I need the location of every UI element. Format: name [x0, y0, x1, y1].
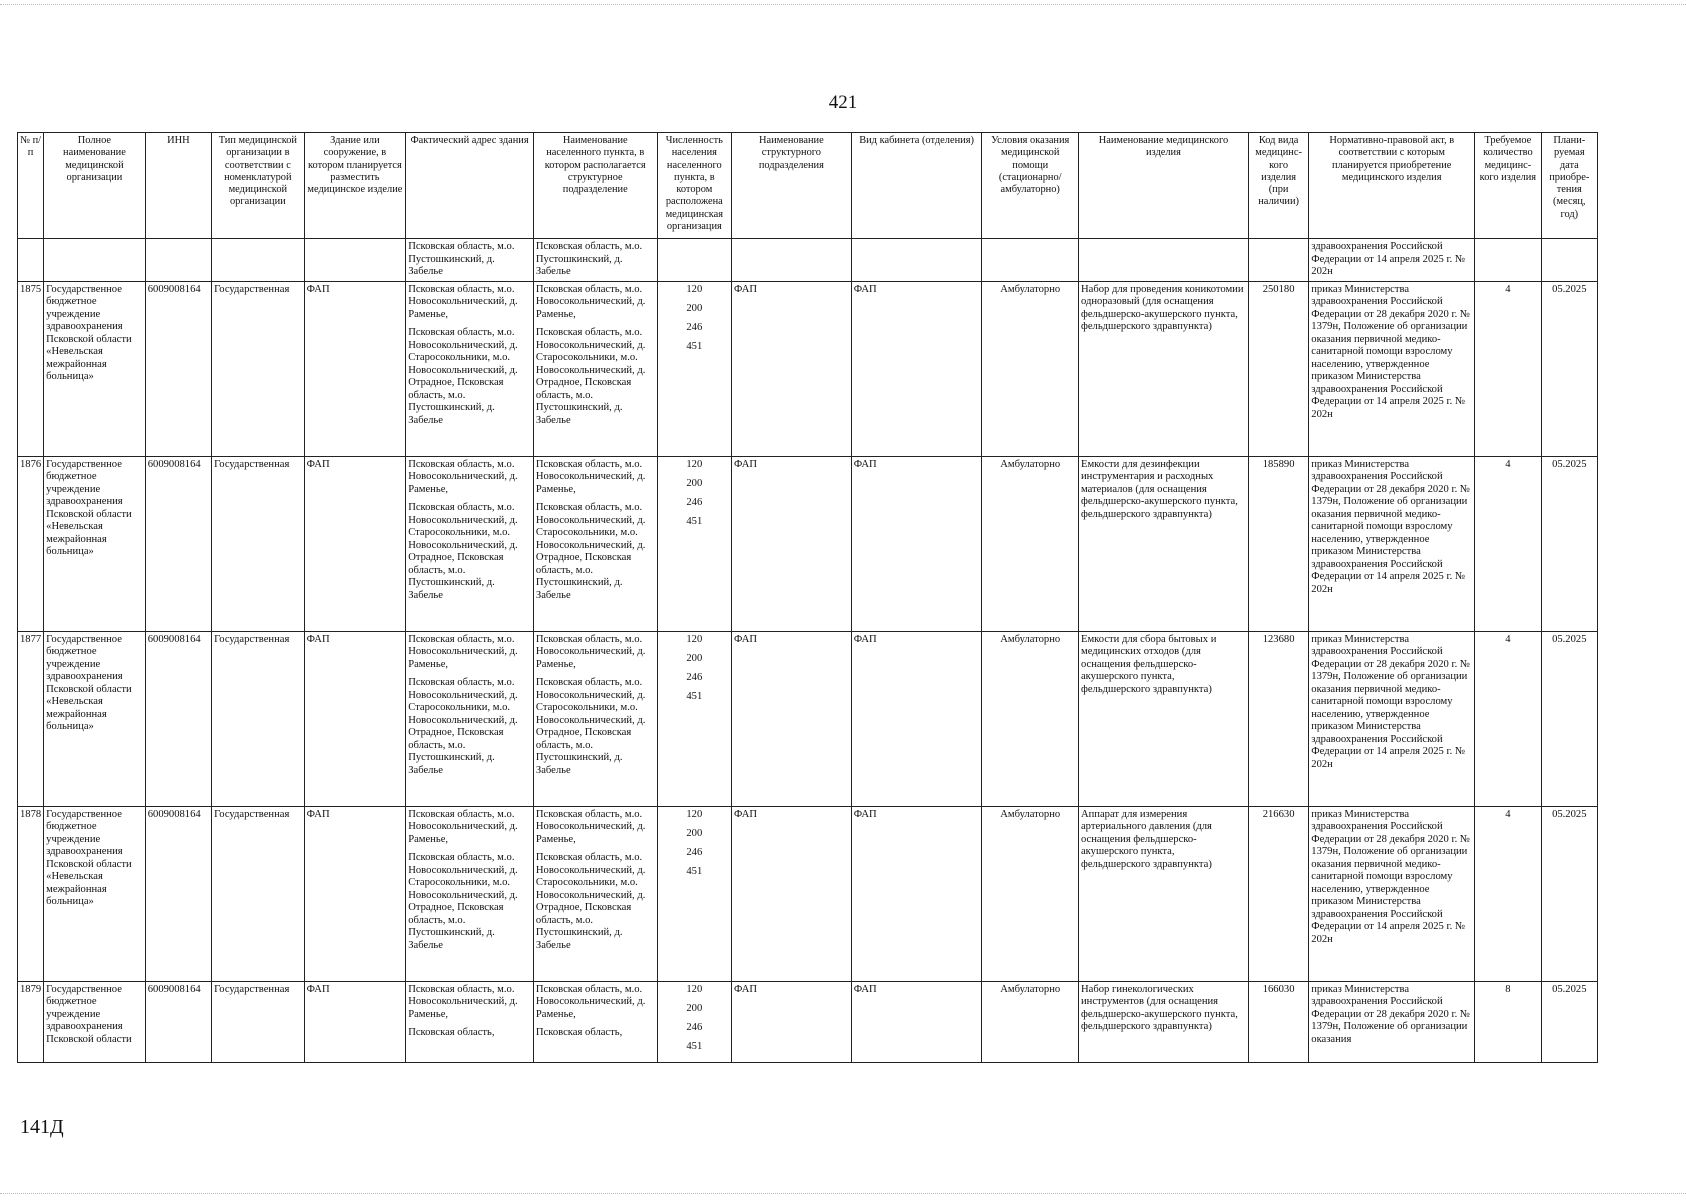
population-cell [657, 456, 731, 631]
population-value: 200 [686, 1002, 703, 1014]
inn-cell: 6009008164 [145, 806, 211, 981]
quantity-cell: 4 [1475, 631, 1541, 806]
quantity-cell: 4 [1475, 806, 1541, 981]
unit-cell: ФАП [732, 631, 852, 806]
table-row [18, 456, 1598, 631]
unit-cell: ФАП [732, 456, 852, 631]
organization-cell: Государственное бюджетное учреждение здравоохранения Псковской области «Невельская межрайонная больница» [44, 281, 146, 456]
address-line: Псковская область, м.о. Новосокольнический, д. Раменье, [535, 808, 646, 845]
act-cell: приказ Министерства здравоохранения Российской Федерации от 28 декабря 2020 г. № 1379н, Положение об организации оказания первичной медико-санитарной помощи взрослому населению, утвержденное приказом Министерства здравоохранения Российской Федерации от 14 апреля 2025 г. № 202н [1309, 806, 1475, 981]
date-cell: 05.2025 [1541, 806, 1597, 981]
quantity-cell: 4 [1475, 281, 1541, 456]
organization-cell: Государственное бюджетное учреждение здравоохранения Псковской области «Невельская межрайонная больница» [44, 631, 146, 806]
conditions-cell: Амбулаторно [982, 806, 1079, 981]
col-header: Плани-руемая дата приобре-тения (месяц, год) [1541, 133, 1597, 239]
population-value: 200 [686, 302, 703, 314]
inn-cell: 6009008164 [145, 631, 211, 806]
col-header: Здание или сооружение, в котором планируется разместить медицинское изделие [304, 133, 406, 239]
scan-edge-top [0, 4, 1686, 5]
device-code-cell: 185890 [1248, 456, 1308, 631]
population-value: 120 [686, 808, 703, 820]
address-line: Псковская область, м.о. Новосокольнический, д. Старосокольники, м.о. Новосокольнический, д. Отрадное, Псковская область, м.о. Пустошкинский, д. Забелье [408, 327, 518, 426]
act-cell: приказ Министерства здравоохранения Российской Федерации от 28 декабря 2020 г. № 1379н, Положение об организации оказания первичной медико-санитарной помощи взрослому населению, утвержденное приказом Министерства здравоохранения Российской Федерации от 14 апреля 2025 г. № 202н [1309, 456, 1475, 631]
address-cell [406, 981, 534, 1062]
address-line: Псковская область, м.о. Новосокольнический, д. Старосокольники, м.о. Новосокольнический, д. Отрадное, Псковская область, м.о. Пустошкинский, д. Забелье [408, 677, 518, 776]
address-line: Псковская область, м.о. Новосокольнический, д. Старосокольники, м.о. Новосокольнический, д. Отрадное, Псковская область, м.о. Пустошкинский, д. Забелье [535, 327, 646, 426]
conditions-cell: Амбулаторно [982, 981, 1079, 1062]
population-value: 451 [686, 340, 703, 352]
address-line: Псковская область, м.о. Новосокольнический, д. Раменье, [408, 983, 518, 1020]
inn-cell: 6009008164 [145, 981, 211, 1062]
population-value: 451 [686, 690, 703, 702]
settlement-cell [533, 281, 657, 456]
col-header: Наименование населенного пункта, в котором располагается структурное подразделение [533, 133, 657, 239]
col-header: Наименование медицинского изделия [1078, 133, 1248, 239]
inn-cell: 6009008164 [145, 281, 211, 456]
population-value: 451 [686, 865, 703, 877]
address-line: Псковская область, м.о. Новосокольнический, д. Раменье, [535, 983, 646, 1020]
building-cell: ФАП [304, 281, 406, 456]
population-value: 200 [686, 827, 703, 839]
device-cell: Набор гинекологических инструментов (для оснащения фельдшерско-акушерского пункта, фельдшерского здравпункта) [1078, 981, 1248, 1062]
unit-cell: ФАП [732, 981, 852, 1062]
settlement-cell [533, 456, 657, 631]
inn-cell: 6009008164 [145, 456, 211, 631]
building-cell: ФАП [304, 456, 406, 631]
col-header: Тип медицинской организации в соответствии с номенклатурой медицинской организации [212, 133, 305, 239]
col-header: Численность населения населенного пункта, в котором расположена медицинская организация [657, 133, 731, 239]
organization-cell: Государственное бюджетное учреждение здравоохранения Псковской области «Невельская межрайонная больница» [44, 456, 146, 631]
table-row [18, 981, 1598, 1062]
row-number-cell: 1879 [18, 981, 44, 1062]
population-value: 246 [686, 671, 703, 683]
address-cell [406, 631, 534, 806]
conditions-cell: Амбулаторно [982, 631, 1079, 806]
population-cell [657, 631, 731, 806]
date-cell: 05.2025 [1541, 456, 1597, 631]
act-cell: приказ Министерства здравоохранения Российской Федерации от 28 декабря 2020 г. № 1379н, Положение об организации оказания первичной медико-санитарной помощи взрослому населению, утвержденное приказом Министерства здравоохранения Российской Федерации от 14 апреля 2025 г. № 202н [1309, 281, 1475, 456]
address-line: Псковская область, [535, 1027, 623, 1038]
cabinet-cell: ФАП [851, 281, 982, 456]
col-header: Условия оказания медицинской помощи (стационарно/ амбулаторно) [982, 133, 1079, 239]
building-cell: ФАП [304, 981, 406, 1062]
settlement-cell [533, 631, 657, 806]
address-line: Псковская область, [408, 1027, 495, 1038]
date-cell: 05.2025 [1541, 981, 1597, 1062]
cabinet-cell: ФАП [851, 631, 982, 806]
building-cell: ФАП [304, 631, 406, 806]
col-header: Фактический адрес здания [406, 133, 534, 239]
settlement-cell [533, 806, 657, 981]
col-header: № п/п [18, 133, 44, 239]
conditions-cell: Амбулаторно [982, 281, 1079, 456]
device-code-cell: 166030 [1248, 981, 1308, 1062]
address-cell [406, 456, 534, 631]
population-value: 120 [686, 283, 703, 295]
population-value: 120 [686, 983, 703, 995]
device-cell: Аппарат для измерения артериального давления (для оснащения фельдшерско-акушерского пункта, фельдшерского здравпункта) [1078, 806, 1248, 981]
row-number-cell: 1877 [18, 631, 44, 806]
population-value: 246 [686, 1021, 703, 1033]
date-cell: 05.2025 [1541, 631, 1597, 806]
population-value: 246 [686, 846, 703, 858]
address-line: Псковская область, м.о. Новосокольнический, д. Старосокольники, м.о. Новосокольнический, д. Отрадное, Псковская область, м.о. Пустошкинский, д. Забелье [408, 502, 518, 601]
address-line: Псковская область, м.о. Новосокольнический, д. Раменье, [535, 283, 646, 320]
register-table [17, 132, 1598, 1063]
population-value: 120 [686, 633, 703, 645]
cabinet-cell: ФАП [851, 806, 982, 981]
population-value: 451 [686, 515, 703, 527]
row-number-cell: 1875 [18, 281, 44, 456]
table-row [18, 631, 1598, 806]
date-cell: 05.2025 [1541, 281, 1597, 456]
act-cell: приказ Министерства здравоохранения Российской Федерации от 28 декабря 2020 г. № 1379н, Положение об организации оказания [1309, 981, 1475, 1062]
population-cell [657, 281, 731, 456]
continuation-row [18, 239, 1598, 282]
org-type-cell: Государственная [212, 806, 305, 981]
row-number-cell: 1876 [18, 456, 44, 631]
device-cell: Емкости для сбора бытовых и медицинских отходов (для оснащения фельдшерско-акушерского пункта, фельдшерского здравпункта) [1078, 631, 1248, 806]
population-cell [657, 806, 731, 981]
header-row [18, 133, 1598, 239]
unit-cell: ФАП [732, 806, 852, 981]
organization-cell: Государственное бюджетное учреждение здравоохранения Псковской области «Невельская межрайонная больница» [44, 806, 146, 981]
address-line: Псковская область, м.о. Новосокольнический, д. Раменье, [535, 633, 646, 670]
device-cell: Набор для проведения коникотомии одноразовый (для оснащения фельдшерско-акушерского пункта, фельдшерского здравпункта) [1078, 281, 1248, 456]
organization-cell: Государственное бюджетное учреждение здравоохранения Псковской области [44, 981, 146, 1062]
settlement-cell: Псковская область, м.о. Пустошкинский, д. Забелье [533, 239, 657, 282]
conditions-cell: Амбулаторно [982, 456, 1079, 631]
page-number: 421 [828, 92, 858, 113]
table-row [18, 806, 1598, 981]
address-cell: Псковская область, м.о. Пустошкинский, д. Забелье [406, 239, 534, 282]
org-type-cell: Государственная [212, 456, 305, 631]
address-line: Псковская область, м.о. Новосокольнический, д. Раменье, [408, 283, 518, 320]
act-cell: здравоохранения Российской Федерации от 14 апреля 2025 г. № 202н [1309, 239, 1475, 282]
col-header: Нормативно-правовой акт, в соответствии с которым планируется приобретение медицинского изделия [1309, 133, 1475, 239]
device-cell: Емкости для дезинфекции инструментария и расходных материалов (для оснащения фельдшерско-акушерского пункта, фельдшерского здравпункта) [1078, 456, 1248, 631]
address-line: Псковская область, м.о. Новосокольнический, д. Старосокольники, м.о. Новосокольнический, д. Отрадное, Псковская область, м.о. Пустошкинский, д. Забелье [535, 677, 646, 776]
org-type-cell: Государственная [212, 631, 305, 806]
address-line: Псковская область, м.о. Новосокольнический, д. Старосокольники, м.о. Новосокольнический, д. Отрадное, Псковская область, м.о. Пустошкинский, д. Забелье [535, 852, 646, 951]
quantity-cell: 8 [1475, 981, 1541, 1062]
device-code-cell: 216630 [1248, 806, 1308, 981]
act-cell: приказ Министерства здравоохранения Российской Федерации от 28 декабря 2020 г. № 1379н, Положение об организации оказания первичной медико-санитарной помощи взрослому населению, утвержденное приказом Министерства здравоохранения Российской Федерации от 14 апреля 2025 г. № 202н [1309, 631, 1475, 806]
address-line: Псковская область, м.о. Новосокольнический, д. Раменье, [408, 808, 518, 845]
quantity-cell: 4 [1475, 456, 1541, 631]
table-row [18, 281, 1598, 456]
settlement-cell [533, 981, 657, 1062]
col-header: Наименование структурного подразделения [732, 133, 852, 239]
address-line: Псковская область, м.о. Новосокольнический, д. Раменье, [535, 458, 646, 495]
population-cell [657, 981, 731, 1062]
org-type-cell: Государственная [212, 981, 305, 1062]
population-value: 200 [686, 652, 703, 664]
scan-edge-bottom [0, 1193, 1686, 1194]
building-cell: ФАП [304, 806, 406, 981]
population-value: 246 [686, 321, 703, 333]
col-header: Требуемое количество медицинс-кого изделия [1475, 133, 1541, 239]
col-header: ИНН [145, 133, 211, 239]
population-value: 200 [686, 477, 703, 489]
col-header: Вид кабинета (отделения) [851, 133, 982, 239]
address-cell [406, 281, 534, 456]
population-value: 246 [686, 496, 703, 508]
population-value: 120 [686, 458, 703, 470]
address-line: Псковская область, м.о. Новосокольнический, д. Раменье, [408, 633, 518, 670]
address-line: Псковская область, м.о. Новосокольнический, д. Раменье, [408, 458, 518, 495]
footer-code: 141Д [20, 1116, 64, 1138]
address-cell [406, 806, 534, 981]
unit-cell: ФАП [732, 281, 852, 456]
col-header: Код вида медицинс-кого изделия (при наличии) [1248, 133, 1308, 239]
cabinet-cell: ФАП [851, 981, 982, 1062]
address-line: Псковская область, м.о. Новосокольнический, д. Старосокольники, м.о. Новосокольнический, д. Отрадное, Псковская область, м.о. Пустошкинский, д. Забелье [408, 852, 518, 951]
device-code-cell: 250180 [1248, 281, 1308, 456]
cabinet-cell: ФАП [851, 456, 982, 631]
col-header: Полное наименование медицинской организации [44, 133, 146, 239]
address-line: Псковская область, м.о. Новосокольнический, д. Старосокольники, м.о. Новосокольнический, д. Отрадное, Псковская область, м.о. Пустошкинский, д. Забелье [535, 502, 646, 601]
device-code-cell: 123680 [1248, 631, 1308, 806]
row-number-cell: 1878 [18, 806, 44, 981]
org-type-cell: Государственная [212, 281, 305, 456]
population-value: 451 [686, 1040, 703, 1052]
